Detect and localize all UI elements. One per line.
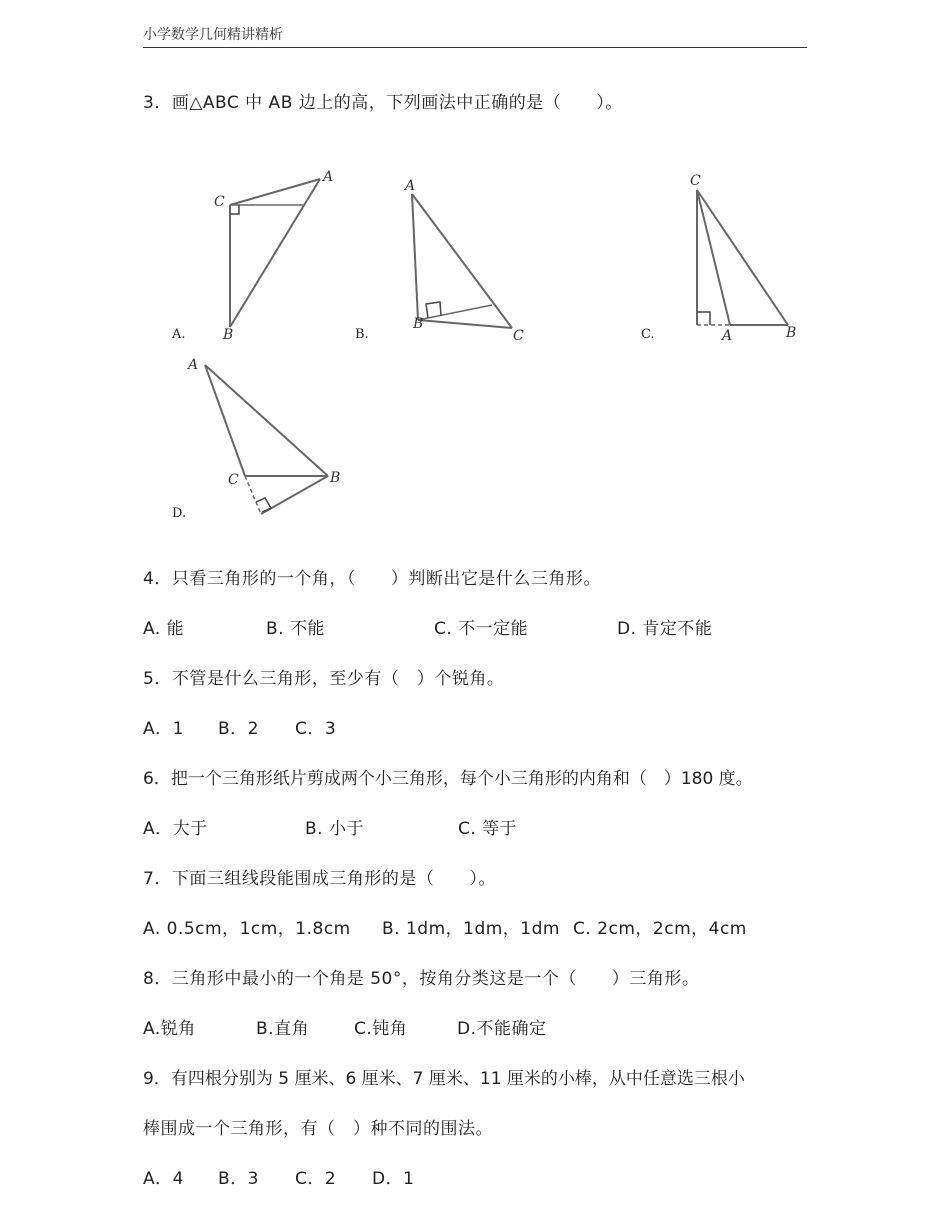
figure-b-vertex-b: B xyxy=(413,316,424,332)
figure-a-triangle xyxy=(205,165,345,345)
q9-option-c[interactable]: C．2 xyxy=(295,1169,337,1189)
question-8: 8．三角形中最小的一个角是 50°，按角分类这是一个（ ）三角形。 xyxy=(143,969,700,989)
q8-option-a[interactable]: A.锐角 xyxy=(143,1019,196,1039)
figure-a-option-label: A. xyxy=(172,327,186,342)
q8-option-b[interactable]: B.直角 xyxy=(256,1019,310,1039)
figure-c-vertex-a: A xyxy=(722,328,733,344)
figure-a-vertex-a: A xyxy=(323,169,334,185)
q9-option-b[interactable]: B．3 xyxy=(218,1169,259,1189)
figure-d-vertex-c: C xyxy=(228,472,239,488)
question-5: 5．不管是什么三角形，至少有（ ）个锐角。 xyxy=(143,669,505,689)
figure-b-triangle xyxy=(398,172,538,347)
figure-c-vertex-b: B xyxy=(786,325,797,341)
question-4: 4．只看三角形的一个角，（ ）判断出它是什么三角形。 xyxy=(143,569,601,589)
q7-option-c[interactable]: C. 2cm，2cm，4cm xyxy=(573,919,747,939)
q5-option-b[interactable]: B．2 xyxy=(218,719,259,739)
figure-c-vertex-c: C xyxy=(690,173,701,189)
q9-option-d[interactable]: D．1 xyxy=(372,1169,415,1189)
q9-option-a[interactable]: A．4 xyxy=(143,1169,184,1189)
question-9-line-1: 9．有四根分别为 5 厘米、6 厘米、7 厘米、11 厘米的小棒，从中任意选三根小 xyxy=(143,1069,745,1089)
q4-option-b[interactable]: B. 不能 xyxy=(266,619,325,639)
q6-option-a[interactable]: A．大于 xyxy=(143,819,208,839)
q4-option-c[interactable]: C. 不一定能 xyxy=(434,619,529,639)
question-9-line-2: 棒围成一个三角形，有（ ）种不同的围法。 xyxy=(143,1119,493,1139)
q6-option-c[interactable]: C. 等于 xyxy=(458,819,518,839)
page-header: 小学数学几何精讲精析 xyxy=(143,24,807,48)
figure-d-vertex-b: B xyxy=(330,470,341,486)
q7-option-a[interactable]: A. 0.5cm，1cm，1.8cm xyxy=(143,919,351,939)
q4-option-a[interactable]: A. 能 xyxy=(143,619,185,639)
figure-a-vertex-b: B xyxy=(223,327,234,343)
figure-a-vertex-c: C xyxy=(214,194,225,210)
q5-option-c[interactable]: C．3 xyxy=(295,719,337,739)
figure-b-option-label: B. xyxy=(355,327,369,342)
question-3: 3．画△ABC 中 AB 边上的高，下列画法中正确的是（ ）。 xyxy=(143,93,623,113)
figure-c-option-label: C. xyxy=(641,327,655,342)
figure-b-vertex-c: C xyxy=(513,328,524,344)
question-7: 7．下面三组线段能围成三角形的是（ ）。 xyxy=(143,869,496,889)
figure-d-triangle xyxy=(185,352,355,522)
q8-option-d[interactable]: D.不能确定 xyxy=(457,1019,547,1039)
q5-option-a[interactable]: A．1 xyxy=(143,719,184,739)
q6-option-b[interactable]: B. 小于 xyxy=(305,819,364,839)
q4-option-d[interactable]: D. 肯定不能 xyxy=(617,619,713,639)
figure-d-vertex-a: A xyxy=(188,357,199,373)
figure-d-option-label: D. xyxy=(172,506,187,521)
figure-b-vertex-a: A xyxy=(405,178,416,194)
question-6: 6．把一个三角形纸片剪成两个小三角形，每个小三角形的内角和（ ）180 度。 xyxy=(143,769,753,789)
q8-option-c[interactable]: C.钝角 xyxy=(354,1019,408,1039)
figure-c-triangle xyxy=(680,168,810,348)
q7-option-b[interactable]: B. 1dm，1dm，1dm xyxy=(382,919,560,939)
